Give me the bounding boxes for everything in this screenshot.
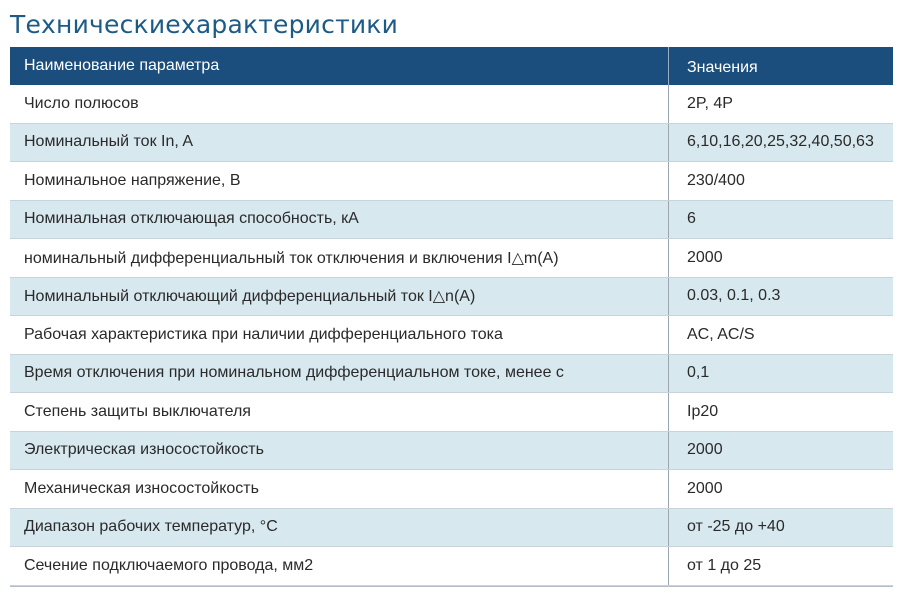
value-cell: 6 xyxy=(668,201,893,239)
param-cell: номинальный дифференциальный ток отключения и включения I△m(A) xyxy=(24,249,559,267)
param-cell: Степень защиты выключателя xyxy=(24,402,251,420)
header-param: Наименование параметра xyxy=(24,57,220,74)
value-cell: 230/400 xyxy=(668,162,893,200)
table-row xyxy=(10,393,893,432)
table-row xyxy=(10,162,893,201)
param-cell: Механическая износостойкость xyxy=(24,479,259,497)
table-row xyxy=(10,547,893,586)
value-cell: от -25 до +40 xyxy=(668,509,893,547)
value-cell: 2000 xyxy=(668,432,893,470)
param-cell: Электрическая износостойкость xyxy=(24,441,264,459)
page-title: Техническиехарактеристики xyxy=(10,10,399,39)
header-value: Значения xyxy=(668,47,893,85)
table-row xyxy=(10,239,893,278)
value-cell: 0.03, 0.1, 0.3 xyxy=(668,278,893,316)
value-cell: AC, AC/S xyxy=(668,316,893,354)
table-row xyxy=(10,355,893,394)
table-header xyxy=(10,47,893,85)
param-cell: Число полюсов xyxy=(24,94,139,112)
table-row xyxy=(10,509,893,548)
table-bottom-border xyxy=(10,586,893,587)
value-cell: 2000 xyxy=(668,470,893,508)
param-cell: Номинальный отключающий дифференциальный ток I△n(A) xyxy=(24,288,476,306)
value-cell: 0,1 xyxy=(668,355,893,393)
table-row xyxy=(10,432,893,471)
table-row xyxy=(10,316,893,355)
table-row xyxy=(10,278,893,317)
param-cell: Номинальная отключающая способность, кА xyxy=(24,210,359,228)
value-cell: 2000 xyxy=(668,239,893,277)
param-cell: Сечение подключаемого провода, мм2 xyxy=(24,556,314,574)
table-row xyxy=(10,470,893,509)
table-row xyxy=(10,201,893,240)
specs-table xyxy=(10,47,893,587)
table-row xyxy=(10,124,893,163)
value-cell: 6,10,16,20,25,32,40,50,63 xyxy=(668,124,893,162)
param-cell: Номинальное напряжение, B xyxy=(24,171,241,189)
value-cell: от 1 до 25 xyxy=(668,547,893,585)
param-cell: Номинальный ток In, A xyxy=(24,133,194,151)
value-cell: Ip20 xyxy=(668,393,893,431)
table-row xyxy=(10,85,893,124)
table-body xyxy=(10,85,893,586)
value-cell: 2P, 4P xyxy=(668,85,893,123)
param-cell: Диапазон рабочих температур, °C xyxy=(24,518,278,536)
param-cell: Время отключения при номинальном дифференциальном токе, менее с xyxy=(24,364,564,382)
param-cell: Рабочая характеристика при наличии дифференциального тока xyxy=(24,325,503,343)
